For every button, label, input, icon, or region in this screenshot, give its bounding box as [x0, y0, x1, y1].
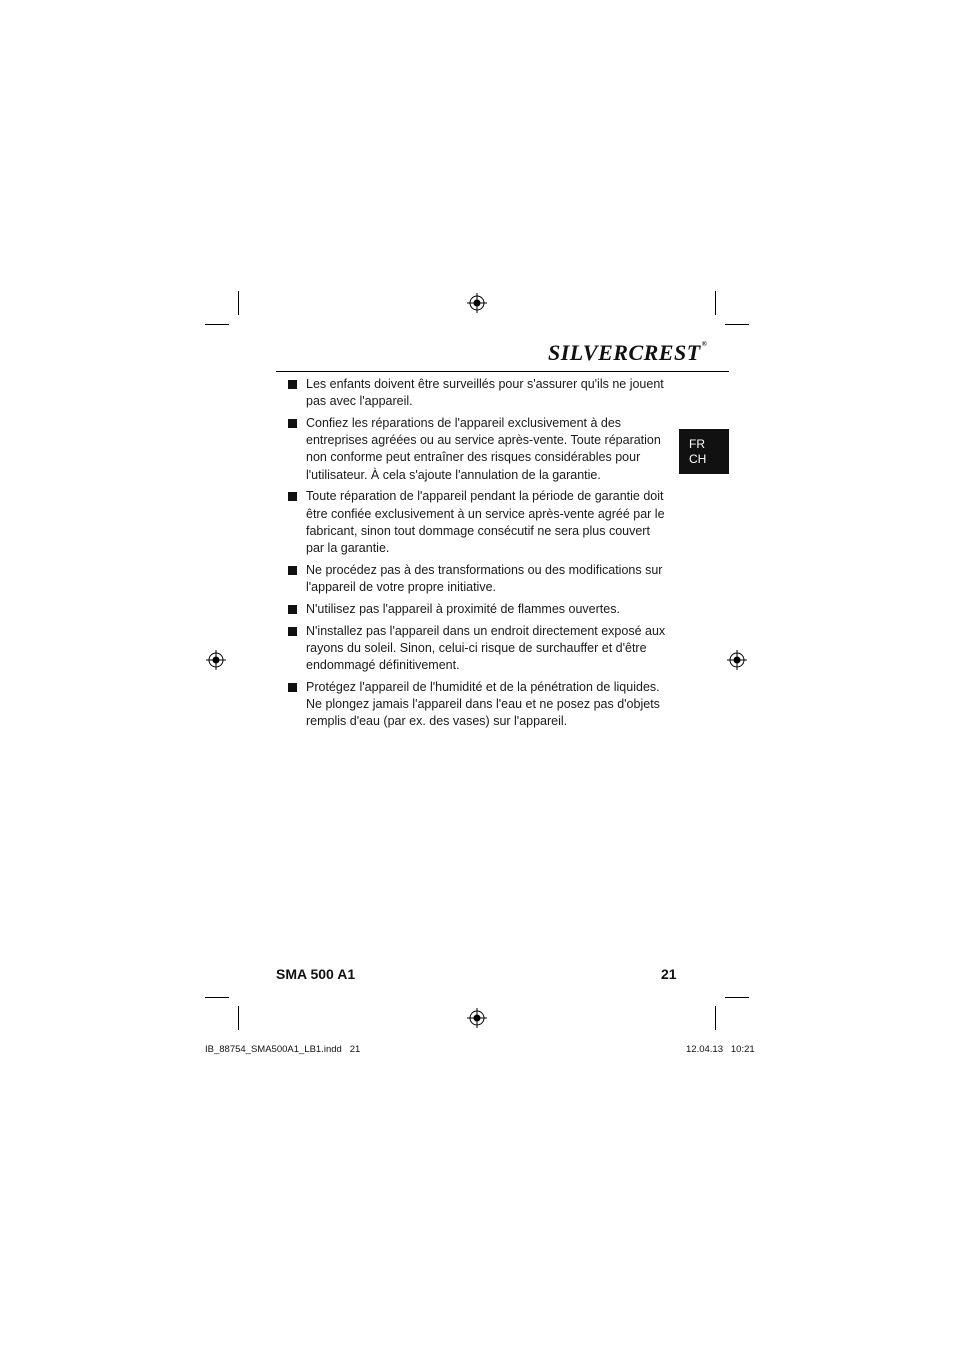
footer-model-name: SMA 500 A1: [276, 966, 356, 982]
list-item: [288, 679, 668, 731]
language-code-fr: FR: [689, 436, 705, 451]
list-item-text: Les enfants doivent être surveillés pour s'assurer qu'ils ne jouent pas avec l'appareil.: [306, 377, 664, 409]
square-bullet-icon: [288, 380, 297, 389]
list-item: [288, 623, 668, 675]
square-bullet-icon: [288, 627, 297, 636]
list-item-text: N'utilisez pas l'appareil à proximité de flammes ouvertes.: [306, 601, 620, 616]
registration-mark-icon: [467, 293, 487, 313]
print-slug-datetime: 12.04.13 10:21: [686, 1044, 755, 1055]
crop-mark: [238, 291, 239, 315]
registration-mark-icon: [467, 1008, 487, 1028]
list-item: [288, 376, 668, 410]
list-item: [288, 562, 668, 596]
safety-instructions-list: [288, 376, 668, 735]
list-item-text: N'installez pas l'appareil dans un endroit directement exposé aux rayons du soleil. Sinon, celui-ci risque de surchauffer et d'être endommagé définitivement.: [306, 623, 666, 673]
language-tab: [679, 429, 729, 474]
crop-mark: [205, 997, 229, 998]
square-bullet-icon: [288, 566, 297, 575]
list-item-text: Toute réparation de l'appareil pendant la période de garantie doit être confiée exclusivement à un service après-vente agréé par le fabricant, sinon tout dommage consécutif ne sera plus couvert par la garantie.: [306, 489, 665, 556]
registered-trademark: ®: [701, 340, 708, 348]
header-rule: [276, 371, 729, 372]
registration-mark-icon: [727, 650, 747, 670]
square-bullet-icon: [288, 492, 297, 501]
crop-mark: [205, 324, 229, 325]
square-bullet-icon: [288, 419, 297, 428]
list-item-text: Confiez les réparations de l'appareil exclusivement à des entreprises agréées ou au service après-vente. Toute réparation non conforme peut entraîner des risques considérables pour l'utilisateur. À cela s'ajoute l'annulation de la garantie.: [306, 416, 661, 482]
crop-mark: [725, 324, 749, 325]
page-number: 21: [661, 966, 677, 982]
crop-mark: [238, 1006, 239, 1030]
registration-mark-icon: [206, 650, 226, 670]
crop-mark: [715, 1006, 716, 1030]
list-item-text: Protégez l'appareil de l'humidité et de la pénétration de liquides. Ne plongez jamais l'appareil dans l'eau et ne posez pas d'objets remplis d'eau (par ex. des vases) sur l'appareil.: [306, 679, 660, 729]
square-bullet-icon: [288, 605, 297, 614]
list-item: [288, 488, 668, 557]
language-code-ch: CH: [689, 451, 707, 466]
crop-mark: [715, 291, 716, 315]
brand-logo-text: SILVERCREST: [548, 340, 701, 365]
square-bullet-icon: [288, 683, 297, 692]
print-slug-file: IB_88754_SMA500A1_LB1.indd 21: [205, 1044, 361, 1055]
crop-mark: [725, 997, 749, 998]
list-item: [288, 415, 668, 484]
list-item-text: Ne procédez pas à des transformations ou des modifications sur l'appareil de votre propre initiative.: [306, 562, 663, 595]
brand-logo: [548, 340, 707, 366]
list-item: [288, 601, 668, 618]
